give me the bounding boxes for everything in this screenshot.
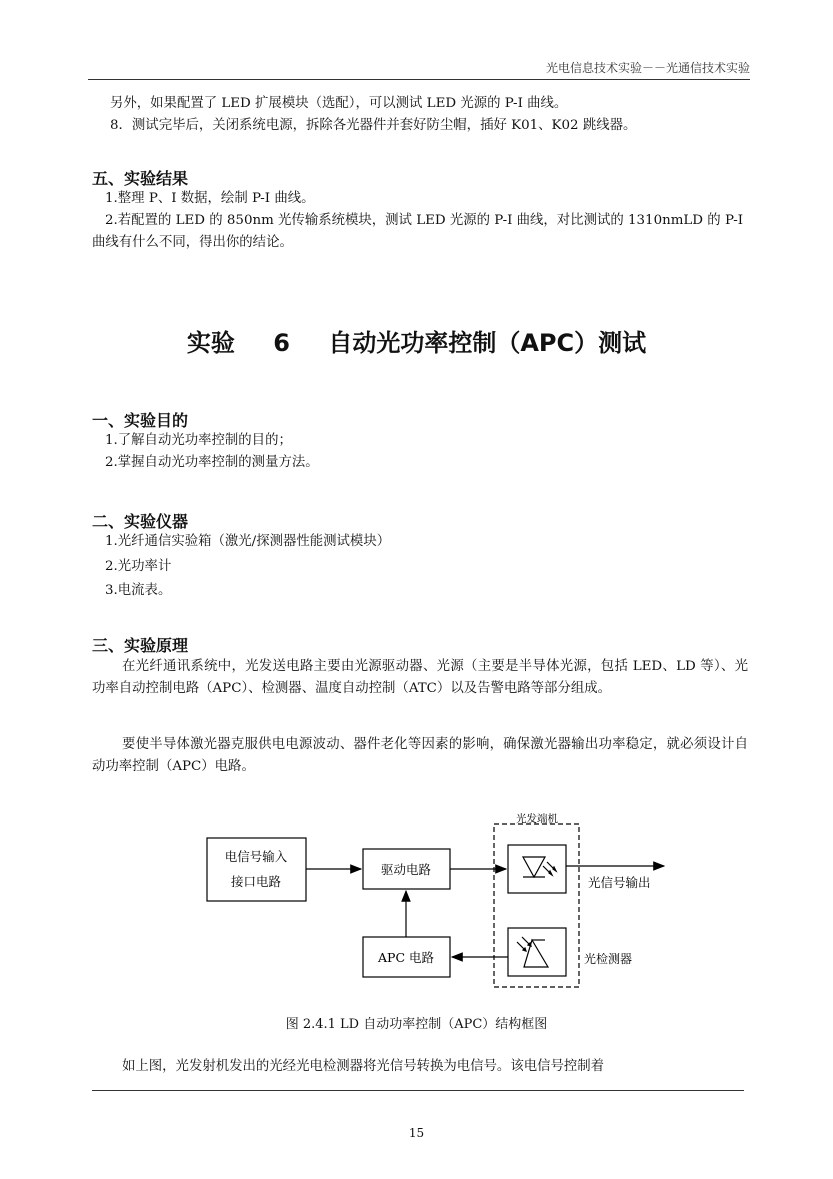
transmitter-label: 光发端机 (516, 813, 558, 825)
instrument-item-2: 2.光功率计 (105, 559, 172, 574)
detector-label: 光检测器 (584, 952, 633, 966)
optical-output-label: 光信号输出 (588, 875, 651, 890)
principle-paragraph-1: 在光纤通讯系统中，光发送电路主要由光源驱动器、光源（主要是半导体光源，包括 LED、LD 等）、光功率自动控制电路（APC）、检测器、温度自动控制（ATC）以及告警电路等部分组成。 (92, 659, 748, 696)
bottom-text-line: 如上图，光发射机发出的光经光电检测器将光信号转换为电信号。该电信号控制着 (122, 1059, 605, 1074)
running-header: 光电信息技术实验－－光通信技术实验 (545, 61, 750, 75)
page-number: 15 (408, 1126, 425, 1140)
input-interface-box (207, 838, 306, 901)
step-8-text: 8．测试完毕后，关闭系统电源，拆除各光器件并套好防尘帽，插好 K01、K02 跳线器。 (110, 118, 637, 133)
instrument-item-3: 3.电流表。 (105, 583, 172, 598)
section-heading-purpose: 一、实验目的 (92, 411, 189, 430)
section-heading-instruments: 二、实验仪器 (92, 512, 189, 531)
input-box-line-2: 接口电路 (230, 874, 282, 889)
results-item-1: 1.整理 P、I 数据，绘制 P-I 曲线。 (105, 191, 315, 206)
section-heading-results: 五、实验结果 (92, 169, 189, 188)
apc-box-label: APC 电路 (378, 950, 434, 965)
input-box-line-1: 电信号输入 (224, 849, 288, 864)
laser-diode-box (508, 845, 566, 893)
results-item-2: 2.若配置的 LED 的 850nm 光传输系统模块，测试 LED 光源的 P-I 曲线，对比测试的 1310nmLD 的 P-I 曲线有什么不同，得出你的结论。 (92, 213, 744, 250)
principle-paragraph-2: 要使半导体激光器克服供电电源波动、器件老化等因素的影响，确保激光器输出功率稳定，就必须设计自动功率控制（APC）电路。 (92, 737, 748, 774)
experiment-title: 实验 6 自动光功率控制（APC）测试 (186, 329, 647, 357)
purpose-item-2: 2.掌握自动光功率控制的测量方法。 (105, 455, 319, 470)
figure-caption: 图 2.4.1 LD 自动功率控制（APC）结构框图 (285, 1017, 548, 1032)
photodetector-box (508, 928, 566, 976)
section-heading-principle: 三、实验原理 (92, 636, 189, 655)
purpose-item-1: 1.了解自动光功率控制的目的； (105, 433, 292, 448)
footer-rule (92, 1090, 744, 1091)
driver-box-label: 驱动电路 (380, 862, 432, 877)
instrument-item-1: 1.光纤通信实验箱（激光/探测器性能测试模块） (105, 534, 391, 549)
text-line: 另外，如果配置了 LED 扩展模块（选配），可以测试 LED 光源的 P-I 曲线。 (110, 96, 568, 111)
